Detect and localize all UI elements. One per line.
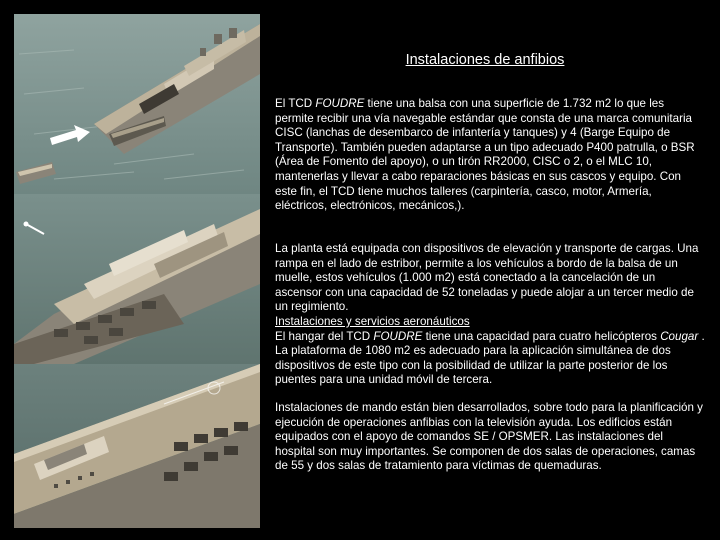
p1-body: tiene una balsa con una superficie de 1.732 m2 lo que les permite recibir una vía navegable estándar que consta de una marca comunitaria CISC (lanchas de desembarco de infantería y tanques) y 4 (Barge Equipo de Transporte). También pueden adaptarse a un tipo adecuado P400 patrulla, o BSR (Área de Fomento del apoyo), o un tirón RR2000, CISC o 2, o el MLC 10, mantenerlas y llevar a cabo reparaciones básicas en sus cascos y equipo. Con este fin, el TCD tiene muchos talleres (carpintería, casco, motor, Armería, eléctricos, electrónicos, mecánicos,). — [275, 97, 695, 213]
aviation-ship-name: FOUDRE — [373, 329, 423, 343]
aviation-subheading: Instalaciones y servicios aeronáuticos — [275, 314, 470, 328]
paragraph-command-hospital: Instalaciones de mando están bien desarrollados, sobre todo para la planificación y ejecución de operaciones anfibias con la televisión ayuda. Los edificios están equipados con el apoyo de comandos SE / OPSMER. Las instalaciones del hospital son muy importantes. Se componen de dos salas de operaciones, camas de 55 y dos salas de tratamiento para víctimas de quemaduras. — [275, 401, 703, 473]
helicopter-name: Cougar — [660, 329, 699, 343]
illustration-vehicle-deck — [14, 194, 260, 364]
well-dock-artwork — [14, 14, 260, 194]
ship-illustration — [14, 14, 260, 528]
slide-title: Instalaciones de anfibios — [405, 52, 565, 68]
aviation-mid: tiene una capacidad para cuatro helicópteros — [422, 329, 661, 343]
aviation-end: . La plataforma de 1080 m2 es adecuado para la aplicación simultánea de dos dispositivos de este tipo con la posibilidad de utilizar la parte posterior de los puentes para una unidad móvil de tercera. — [275, 329, 705, 387]
vehicle-deck-artwork — [14, 194, 260, 364]
paragraph-well-dock — [275, 97, 705, 214]
ship-name: FOUDRE — [315, 97, 365, 110]
aviation-text — [275, 330, 705, 388]
p2-body: La planta está equipada con dispositivos de elevación y transporte de cargas. Una rampa en el lado de estribor, permite a los vehículos a bordo de la balsa de un muelle, estos vehículos (1.000 m2) está conectado a la cancelación de un ascensor con una capacidad de 52 toneladas y puede alojar a un tercer medio de un regimiento. — [275, 242, 699, 314]
aviation-intro: El hangar del TCD — [275, 329, 374, 343]
illustration-flight-deck — [14, 364, 260, 528]
p1-intro: El TCD — [275, 97, 316, 110]
paragraph-vehicle-and-aviation — [275, 242, 705, 388]
illustration-well-dock — [14, 14, 260, 194]
flight-deck-artwork — [14, 364, 260, 528]
